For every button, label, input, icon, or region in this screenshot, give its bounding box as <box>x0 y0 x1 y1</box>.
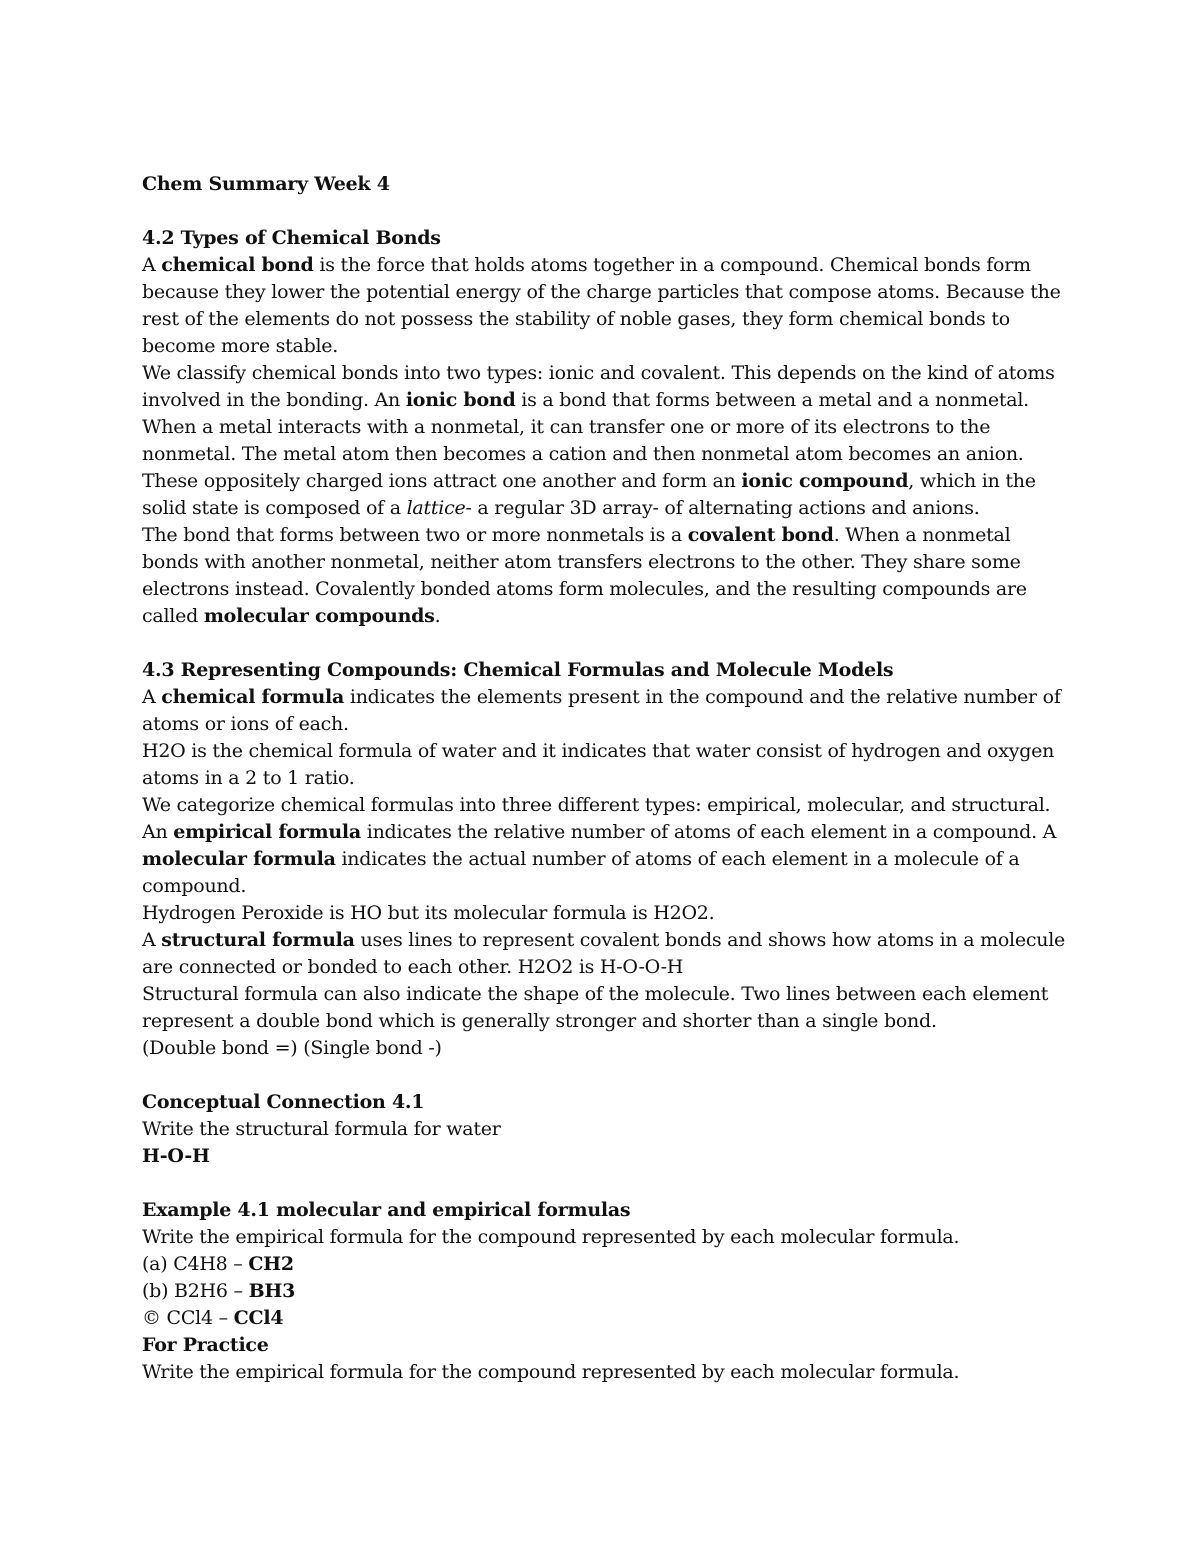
practice-prompt: Write the empirical formula for the compound represented by each molecular formula. <box>142 1361 960 1383</box>
example-answer-b: BH3 <box>248 1280 296 1302</box>
term-structural-formula: structural formula <box>161 929 355 951</box>
section-heading-4-3: 4.3 Representing Compounds: Chemical Formulas and Molecule Models <box>142 659 894 681</box>
paragraph-water-formula: H2O is the chemical formula of water and it indicates that water consist of hydrogen and oxygen atoms in a 2 to 1 ratio. <box>142 740 1055 789</box>
term-molecular-formula: molecular formula <box>142 848 336 870</box>
term-lattice: lattice <box>406 497 466 519</box>
term-covalent-bond: covalent bond <box>687 524 834 546</box>
example-item-b: (b) B2H6 – BH3 <box>142 1280 296 1302</box>
example-heading: Example 4.1 molecular and empirical formulas <box>142 1199 631 1221</box>
spacer <box>142 1062 1072 1089</box>
example-item-c: © CCl4 – CCl4 <box>142 1307 284 1329</box>
paragraph-bond-notation: (Double bond =) (Single bond -) <box>142 1037 442 1059</box>
section-heading-4-2: 4.2 Types of Chemical Bonds <box>142 227 441 249</box>
example-item-a: (a) C4H8 – CH2 <box>142 1253 294 1275</box>
term-ionic-bond: ionic bond <box>405 389 516 411</box>
term-chemical-bond: chemical bond <box>161 254 314 276</box>
paragraph-formula-types: We categorize chemical formulas into three different types: empirical, molecular, and structural. <box>142 794 1051 816</box>
practice-heading: For Practice <box>142 1334 269 1356</box>
document-title: Chem Summary Week 4 <box>142 173 390 195</box>
example-prompt: Write the empirical formula for the compound represented by each molecular formula. <box>142 1226 960 1248</box>
paragraph-hydrogen-peroxide: Hydrogen Peroxide is HO but its molecular formula is H2O2. <box>142 902 715 924</box>
paragraph-covalent-bond: The bond that forms between two or more nonmetals is a covalent bond. When a nonmetal bonds with another nonmetal, neither atom transfers electrons to the other. They share some electrons instead. Covalently bonded atoms form molecules, and the resulting compounds are called molecular compounds. <box>142 524 1027 627</box>
paragraph-chemical-formula: A chemical formula indicates the elements present in the compound and the relative number of atoms or ions of each. <box>142 686 1061 735</box>
spacer <box>142 630 1072 657</box>
term-empirical-formula: empirical formula <box>173 821 361 843</box>
term-molecular-compounds: molecular compounds <box>203 605 435 627</box>
example-answer-c: CCl4 <box>233 1307 284 1329</box>
conceptual-connection-heading: Conceptual Connection 4.1 <box>142 1091 425 1113</box>
paragraph-ionic-bond: We classify chemical bonds into two types: ionic and covalent. This depends on the kind of atoms involved in the bonding. An ionic bond is a bond that forms between a metal and a nonmetal. When a metal interacts with a nonmetal, it can transfer one or more of its electrons to the nonmetal. The metal atom then becomes a cation and then nonmetal atom becomes an anion. These oppositely charged ions attract one another and form an ionic compound, which in the solid state is composed of a lattice- a regular 3D array- of alternating actions and anions. <box>142 362 1055 519</box>
paragraph-structural-formula: A structural formula uses lines to represent covalent bonds and shows how atoms in a molecule are connected or bonded to each other. H2O2 is H-O-O-H <box>142 929 1066 978</box>
term-ionic-compound: ionic compound <box>741 470 909 492</box>
spacer <box>142 198 1072 225</box>
conceptual-connection-question: Write the structural formula for water <box>142 1118 501 1140</box>
document-page <box>142 171 1072 1386</box>
term-chemical-formula: chemical formula <box>161 686 345 708</box>
spacer <box>142 1170 1072 1197</box>
paragraph-chemical-bond: A chemical bond is the force that holds atoms together in a compound. Chemical bonds form because they lower the potential energy of the charge particles that compose atoms. Because the rest of the elements do not possess the stability of noble gases, they form chemical bonds to become more stable. <box>142 254 1061 357</box>
conceptual-connection-answer: H-O-H <box>142 1145 210 1167</box>
paragraph-double-bond: Structural formula can also indicate the shape of the molecule. Two lines between each element represent a double bond which is generally stronger and shorter than a single bond. <box>142 983 1049 1032</box>
paragraph-empirical-molecular: An empirical formula indicates the relative number of atoms of each element in a compound. A molecular formula indicates the actual number of atoms of each element in a molecule of a compound. <box>142 821 1057 897</box>
example-answer-a: CH2 <box>248 1253 294 1275</box>
